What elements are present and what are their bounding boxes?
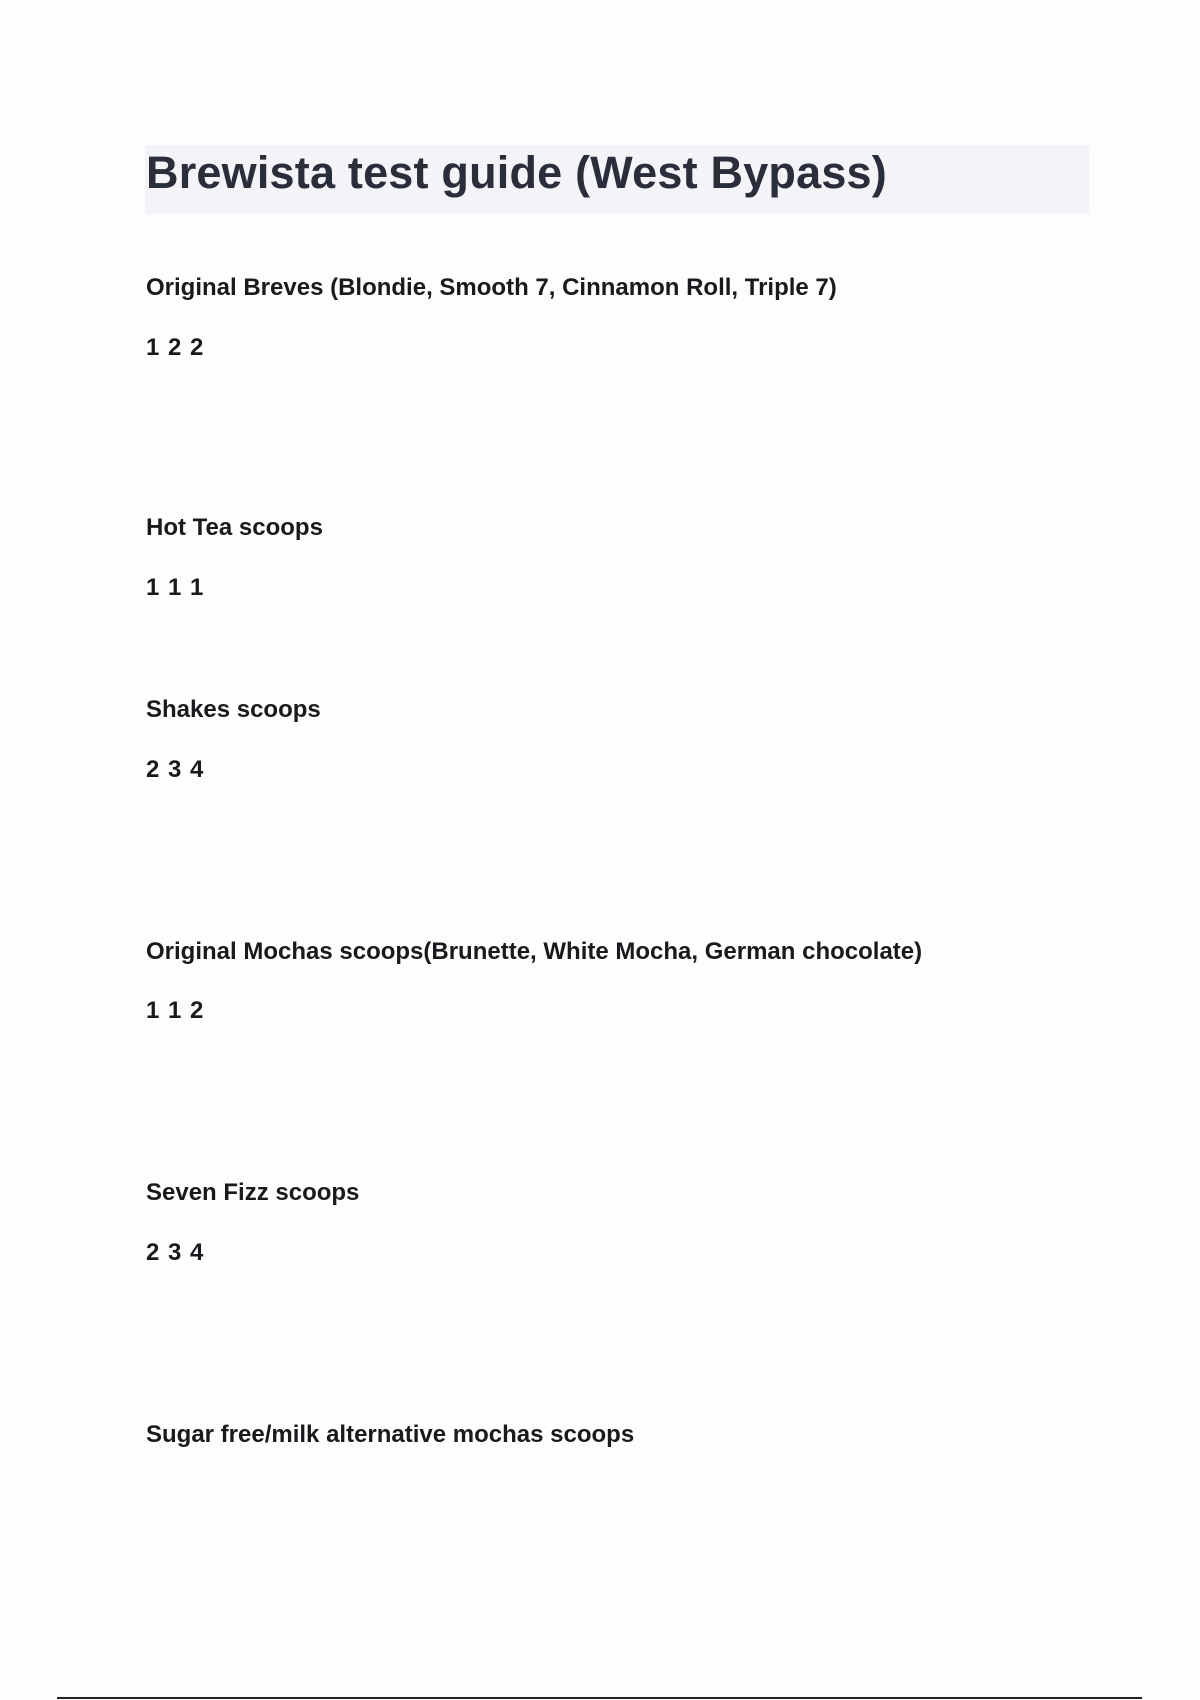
section-heading: Original Mochas scoops(Brunette, White Mocha, German chocolate) [146,938,923,965]
section-heading: Seven Fizz scoops [146,1179,360,1206]
section-heading: Sugar free/milk alternative mochas scoops [146,1421,635,1448]
section-heading: Original Breves (Blondie, Smooth 7, Cinnamon Roll, Triple 7) [146,274,837,301]
section-values: 1 1 1 [146,574,204,601]
section-heading: Shakes scoops [146,696,321,723]
section-heading: Hot Tea scoops [146,514,323,541]
section-values: 1 1 2 [146,997,204,1024]
section-values: 2 3 4 [146,756,204,783]
section-values: 1 2 2 [146,334,204,361]
page-bottom-rule [57,1697,1142,1699]
document-title: Brewista test guide (West Bypass) [146,147,887,198]
section-values: 2 3 4 [146,1239,204,1266]
